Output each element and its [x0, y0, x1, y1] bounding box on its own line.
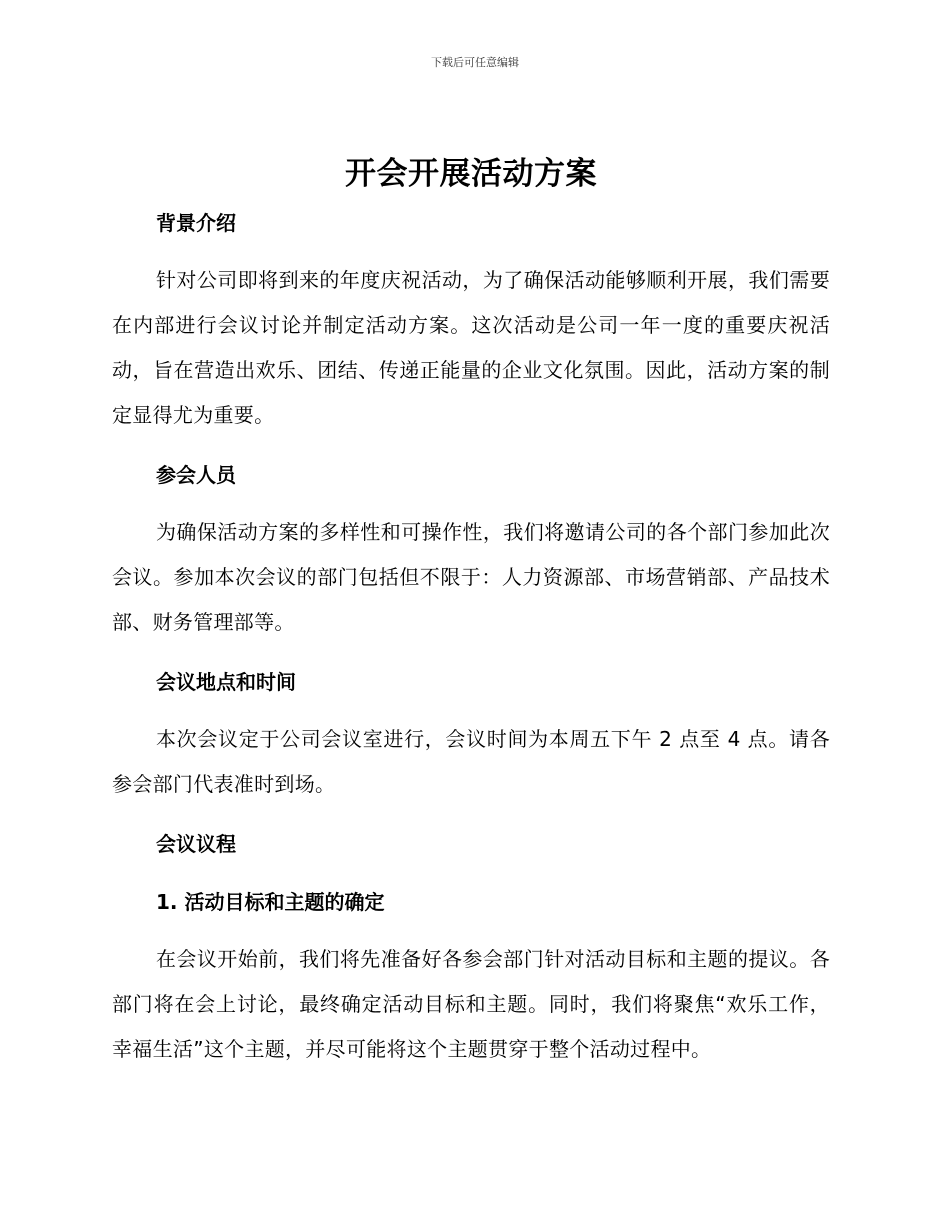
- section-heading-attendees: 参会人员: [156, 463, 236, 487]
- paragraph-agenda-item-1: 在会议开始前，我们将先准备好各参会部门针对活动目标和主题的提议。各部门将在会上讨论，最终确定活动目标和主题。同时，我们将聚焦“欢乐工作，幸福生活”这个主题，并尽可能将这个主题贯穿于整个活动过程中。: [112, 947, 830, 1061]
- paragraph-background: 针对公司即将到来的年度庆祝活动，为了确保活动能够顺利开展，我们需要在内部进行会议讨论并制定活动方案。这次活动是公司一年一度的重要庆祝活动，旨在营造出欢乐、团结、传递正能量的企业文化氛围。因此，活动方案的制定显得尤为重要。: [112, 268, 830, 427]
- document-title: 开会开展活动方案: [345, 156, 597, 192]
- section-heading-location-time: 会议地点和时间: [156, 670, 296, 694]
- section-heading-background: 背景介绍: [156, 211, 236, 235]
- document-body: [112, 148, 830, 1072]
- header-note: 下载后可任意编辑: [431, 56, 519, 69]
- paragraph-attendees: 为确保活动方案的多样性和可操作性，我们将邀请公司的各个部门参加此次会议。参加本次会议的部门包括但不限于：人力资源部、市场营销部、产品技术部、财务管理部等。: [112, 520, 830, 634]
- paragraph-location-time: 本次会议定于公司会议室进行，会议时间为本周五下午 2 点至 4 点。请各参会部门代表准时到场。: [112, 727, 830, 796]
- agenda-item-heading-1: 1. 活动目标和主题的确定: [156, 890, 385, 914]
- section-heading-agenda: 会议议程: [156, 832, 236, 856]
